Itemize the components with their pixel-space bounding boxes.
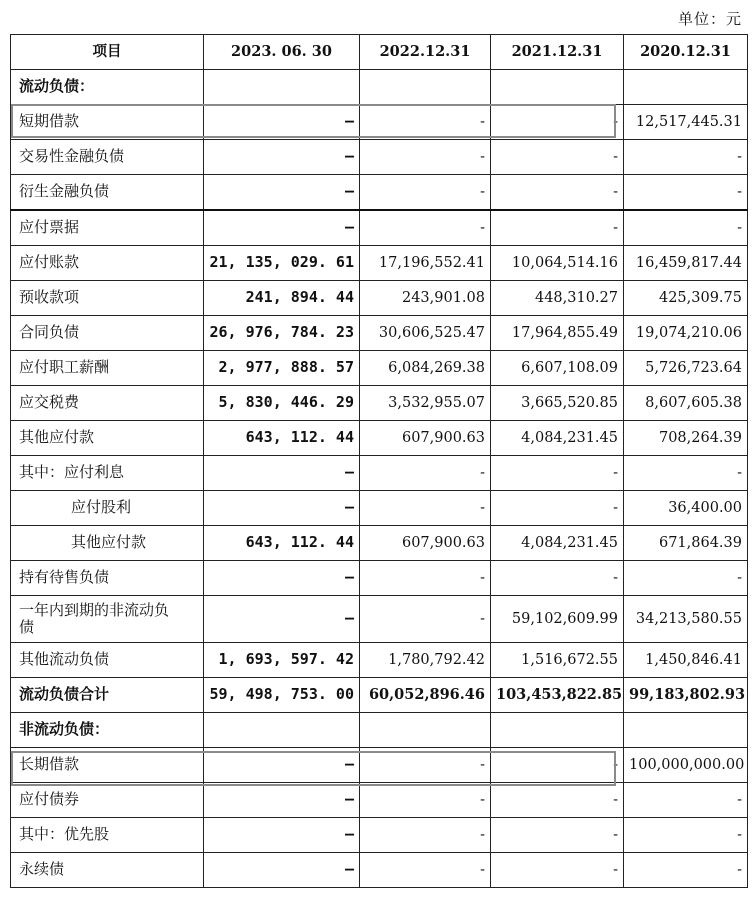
cell-2020: -: [624, 210, 748, 246]
cell-2023: –: [204, 853, 360, 888]
row-label: 应付账款: [11, 246, 204, 281]
cell-2022: 1,780,792.42: [360, 643, 491, 678]
cell-2021: [491, 713, 624, 748]
row-label: 非流动负债：: [11, 713, 204, 748]
row-label: 其他应付款: [11, 421, 204, 456]
table-header-row: [11, 35, 748, 70]
cell-2021: -: [491, 210, 624, 246]
cell-2022: -: [360, 748, 491, 783]
table-row: [11, 596, 748, 643]
row-label: 应付票据: [11, 210, 204, 246]
row-label: 长期借款: [11, 748, 204, 783]
cell-2020: 34,213,580.55: [624, 596, 748, 643]
cell-2020: -: [624, 783, 748, 818]
cell-2020: 708,264.39: [624, 421, 748, 456]
cell-2021: 448,310.27: [491, 281, 624, 316]
table-row: [11, 526, 748, 561]
cell-2021: -: [491, 175, 624, 211]
cell-2020: -: [624, 818, 748, 853]
table-row: [11, 281, 748, 316]
cell-2022: -: [360, 783, 491, 818]
cell-2023: 26, 976, 784. 23: [204, 316, 360, 351]
cell-2022: -: [360, 140, 491, 175]
row-label: 合同负债: [11, 316, 204, 351]
cell-2023: –: [204, 561, 360, 596]
row-label: 交易性金融负债: [11, 140, 204, 175]
table-row: [11, 853, 748, 888]
cell-2023: –: [204, 456, 360, 491]
cell-2022: [360, 70, 491, 105]
row-label: 持有待售负债: [11, 561, 204, 596]
cell-2021: 4,084,231.45: [491, 421, 624, 456]
table-row: [11, 140, 748, 175]
table-row: [11, 351, 748, 386]
cell-2020: 425,309.75: [624, 281, 748, 316]
total-row-current-liabilities: [11, 678, 748, 713]
cell-2020: [624, 70, 748, 105]
header-2021-12-31: 2021.12.31: [491, 35, 624, 70]
unit-label: 单位：元: [677, 10, 742, 28]
cell-2023: 241, 894. 44: [204, 281, 360, 316]
section-row-current-liabilities: [11, 70, 748, 105]
cell-2022: -: [360, 561, 491, 596]
table-row: [11, 456, 748, 491]
cell-2023: 5, 830, 446. 29: [204, 386, 360, 421]
cell-2021: -: [491, 818, 624, 853]
cell-2023: –: [204, 596, 360, 643]
cell-2023: –: [204, 748, 360, 783]
cell-2022: -: [360, 491, 491, 526]
table-row: [11, 818, 748, 853]
cell-2021: 6,607,108.09: [491, 351, 624, 386]
cell-2022: 607,900.63: [360, 526, 491, 561]
cell-2023: 1, 693, 597. 42: [204, 643, 360, 678]
cell-2023: –: [204, 140, 360, 175]
cell-2023: [204, 70, 360, 105]
cell-2023: [204, 713, 360, 748]
header-2023-06-30: 2023. 06. 30: [204, 35, 360, 70]
cell-2023: –: [204, 783, 360, 818]
cell-2021: 59,102,609.99: [491, 596, 624, 643]
cell-2021: 3,665,520.85: [491, 386, 624, 421]
cell-2020: -: [624, 561, 748, 596]
cell-2020: [624, 713, 748, 748]
row-label: 应付职工薪酬: [11, 351, 204, 386]
cell-2020: 16,459,817.44: [624, 246, 748, 281]
cell-2022: -: [360, 105, 491, 140]
cell-2020: 671,864.39: [624, 526, 748, 561]
cell-2023: 643, 112. 44: [204, 526, 360, 561]
cell-2020: 8,607,605.38: [624, 386, 748, 421]
table-row: [11, 643, 748, 678]
cell-2021: 17,964,855.49: [491, 316, 624, 351]
cell-2020: 1,450,846.41: [624, 643, 748, 678]
cell-2023: 2, 977, 888. 57: [204, 351, 360, 386]
table-row: [11, 246, 748, 281]
cell-2021: 103,453,822.85: [491, 678, 624, 713]
row-label: 其中：优先股: [11, 818, 204, 853]
cell-2021: 1,516,672.55: [491, 643, 624, 678]
cell-2022: 60,052,896.46: [360, 678, 491, 713]
cell-2021: -: [491, 140, 624, 175]
row-label: 流动负债：: [11, 70, 204, 105]
row-label: 短期借款: [11, 105, 204, 140]
table-row: [11, 386, 748, 421]
header-2020-12-31: 2020.12.31: [624, 35, 748, 70]
cell-2021: -: [491, 491, 624, 526]
row-label: 应交税费: [11, 386, 204, 421]
header-item: 项目: [11, 35, 204, 70]
cell-2020: 19,074,210.06: [624, 316, 748, 351]
cell-2021: 4,084,231.45: [491, 526, 624, 561]
cell-2020: -: [624, 175, 748, 211]
row-label: 预收款项: [11, 281, 204, 316]
cell-2022: 3,532,955.07: [360, 386, 491, 421]
liabilities-table: [10, 34, 748, 888]
cell-2020: 12,517,445.31: [624, 105, 748, 140]
cell-2022: -: [360, 818, 491, 853]
table-row: [11, 105, 748, 140]
cell-2021: -: [491, 456, 624, 491]
row-label: 应付债券: [11, 783, 204, 818]
cell-2023: 59, 498, 753. 00: [204, 678, 360, 713]
cell-2022: 30,606,525.47: [360, 316, 491, 351]
cell-2021: -: [491, 853, 624, 888]
cell-2020: -: [624, 853, 748, 888]
cell-2022: 607,900.63: [360, 421, 491, 456]
cell-2022: 243,901.08: [360, 281, 491, 316]
cell-2022: -: [360, 210, 491, 246]
cell-2022: 6,084,269.38: [360, 351, 491, 386]
row-label: 其他应付款: [11, 526, 204, 561]
header-2022-12-31: 2022.12.31: [360, 35, 491, 70]
cell-2020: -: [624, 140, 748, 175]
cell-2022: -: [360, 456, 491, 491]
row-label: 一年内到期的非流动负债: [11, 596, 204, 643]
cell-2022: -: [360, 175, 491, 211]
cell-2021: -: [491, 105, 624, 140]
cell-2020: 36,400.00: [624, 491, 748, 526]
cell-2020: 5,726,723.64: [624, 351, 748, 386]
row-label: 其他流动负债: [11, 643, 204, 678]
section-row-non-current-liabilities: [11, 713, 748, 748]
cell-2021: [491, 70, 624, 105]
row-label: 其中：应付利息: [11, 456, 204, 491]
cell-2022: -: [360, 853, 491, 888]
table-row: [11, 561, 748, 596]
cell-2023: –: [204, 491, 360, 526]
cell-2021: -: [491, 783, 624, 818]
cell-2022: 17,196,552.41: [360, 246, 491, 281]
cell-2021: -: [491, 561, 624, 596]
row-label: 流动负债合计: [11, 678, 204, 713]
row-label: 应付股利: [11, 491, 204, 526]
cell-2021: 10,064,514.16: [491, 246, 624, 281]
table-row: [11, 421, 748, 456]
cell-2020: 99,183,802.93: [624, 678, 748, 713]
row-label: 永续债: [11, 853, 204, 888]
cell-2022: [360, 713, 491, 748]
cell-2020: -: [624, 456, 748, 491]
cell-2020: 100,000,000.00: [624, 748, 748, 783]
table-row: [11, 783, 748, 818]
table-row: [11, 316, 748, 351]
cell-2023: –: [204, 175, 360, 211]
cell-2023: –: [204, 818, 360, 853]
table-row: [11, 748, 748, 783]
cell-2022: -: [360, 596, 491, 643]
cell-2023: 21, 135, 029. 61: [204, 246, 360, 281]
table-row: [11, 491, 748, 526]
table-row: [11, 210, 748, 246]
row-label: 衍生金融负债: [11, 175, 204, 211]
table-row: [11, 175, 748, 211]
cell-2023: 643, 112. 44: [204, 421, 360, 456]
cell-2023: –: [204, 105, 360, 140]
cell-2023: –: [204, 210, 360, 246]
cell-2021: -: [491, 748, 624, 783]
